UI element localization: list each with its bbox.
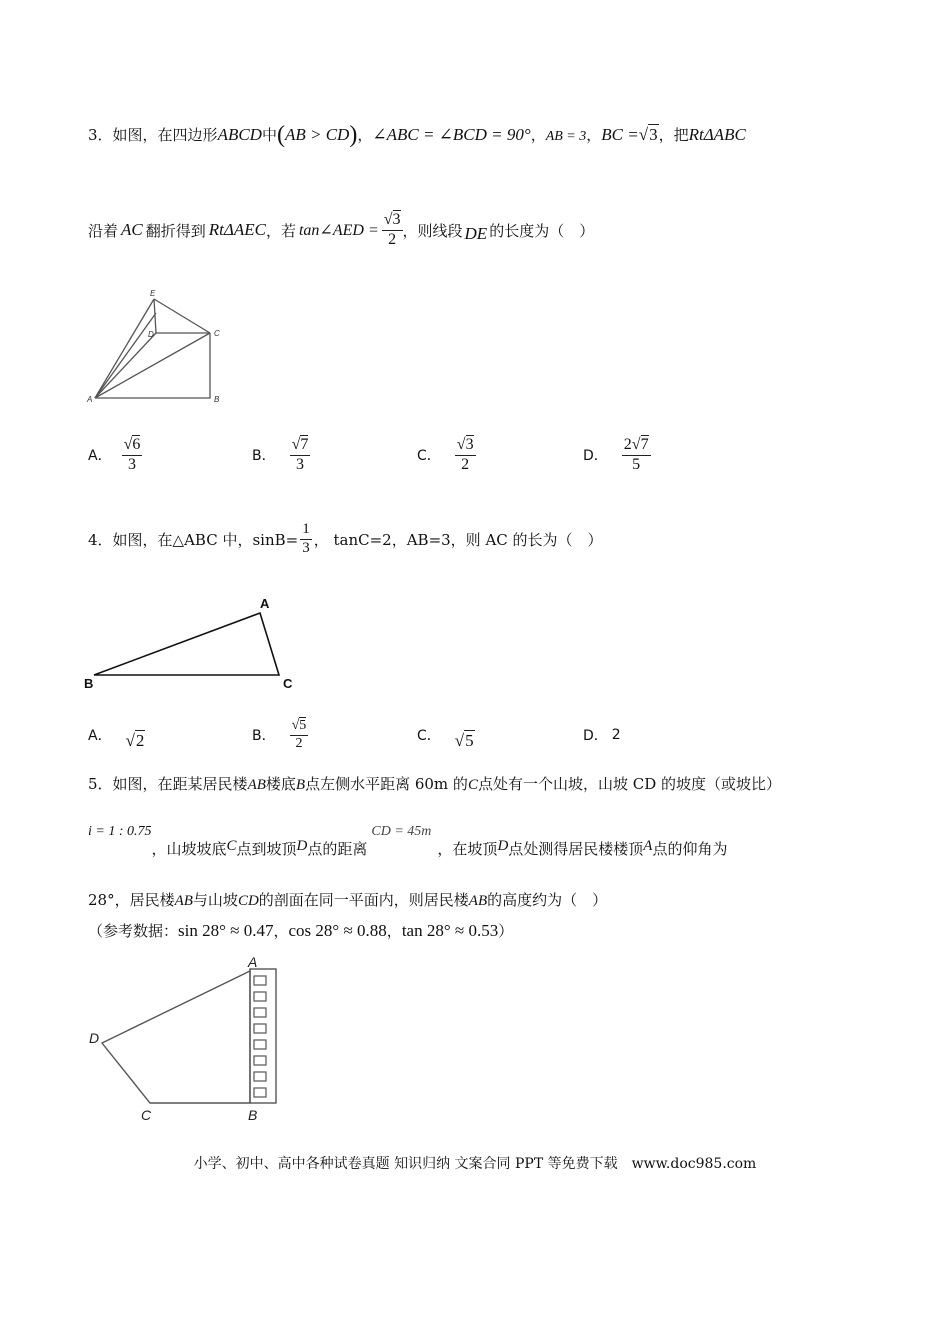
- option-denominator: 2: [295, 735, 303, 751]
- option-radicand: 6: [132, 436, 141, 454]
- option-value: 2: [611, 727, 621, 743]
- q3-text: 的长度为（ ）: [489, 221, 595, 240]
- option-denominator: 5: [632, 455, 641, 473]
- q3-tan-numerator: √3: [382, 211, 403, 230]
- q5-text: 的高度约为（ ）: [487, 891, 608, 909]
- q5-line1: [88, 773, 781, 794]
- option-denominator: 2: [461, 455, 470, 473]
- q5-a: A: [643, 838, 653, 854]
- q5-figure: [84, 955, 294, 1125]
- q3-fig-ec: [154, 299, 210, 333]
- option-label: B．: [252, 448, 276, 464]
- option-radicand: 7: [300, 436, 309, 454]
- q5-text: 点左侧水平距离 60m 的: [305, 775, 468, 793]
- q3-rt-aec: RtΔAEC: [208, 220, 266, 239]
- option-radicand: 3: [465, 436, 474, 454]
- q5-ab: AB: [174, 893, 193, 909]
- q3-label-a: A: [87, 395, 93, 404]
- q5-label-a: A: [248, 955, 258, 970]
- q3-text: ，: [530, 126, 546, 144]
- q5-text: （参考数据：: [88, 922, 179, 940]
- q5-b: B: [295, 777, 306, 793]
- q5-cd: CD: [237, 893, 259, 909]
- q3-tan-radicand: 3: [392, 211, 401, 229]
- q5-text: ，在坡顶: [437, 840, 498, 858]
- q3-fig-ae: [95, 299, 154, 398]
- q5-label-b: B: [248, 1107, 258, 1123]
- q4-number: 4．: [88, 530, 113, 549]
- q5-fig-profile: [102, 971, 250, 1103]
- q3-rt-abc: RtΔABC: [688, 125, 746, 144]
- option-radicand: 7: [640, 436, 649, 454]
- q5-text: 点到坡顶: [236, 840, 297, 858]
- q3-option-c-fraction: $\frac{√3}{2}$: [456, 436, 474, 473]
- q4-option-d[interactable]: [583, 710, 621, 760]
- q5-label-c: C: [141, 1107, 152, 1123]
- q5-cos28: cos 28° ≈ 0.88: [288, 921, 387, 940]
- q5-label-d: D: [89, 1030, 100, 1046]
- q3-text: ，若: [265, 221, 296, 240]
- q3-text: 中: [261, 126, 277, 144]
- footer-text: 小学、初中、高中各种试卷真题 知识归纳 文案合同 PPT 等免费下载 www.doc985.com: [193, 1156, 757, 1172]
- q3-text: ，: [357, 126, 373, 144]
- q5-fig-windows: [254, 976, 266, 1097]
- q3-number: 3．: [88, 126, 113, 144]
- q4-option-b[interactable]: [252, 710, 308, 760]
- q4-option-c[interactable]: [417, 710, 475, 760]
- q3-ac: AC: [121, 220, 143, 239]
- q3-option-b-fraction: $\frac{√7}{3}$: [291, 436, 309, 473]
- q4-option-c-sqrt: √5: [454, 731, 474, 750]
- option-label: C．: [417, 448, 441, 464]
- q5-text: 点的距离: [307, 840, 368, 858]
- q3-label-b: B: [214, 395, 220, 404]
- q3-line2: [88, 204, 594, 256]
- q3-option-d-fraction: $\frac{2√7}{5}$: [623, 436, 649, 473]
- q3-option-d[interactable]: [583, 428, 651, 482]
- q5-text: 与山坡: [192, 891, 238, 909]
- q3-fig-ad2: [95, 313, 156, 398]
- q5-line2: [88, 824, 727, 859]
- q5-text: 楼底: [265, 775, 296, 793]
- q5-number: 5．: [88, 775, 113, 793]
- option-label: B．: [252, 728, 276, 744]
- q5-text: 点处有一个山坡，山坡 CD 的坡度（或坡比）: [477, 775, 781, 793]
- q3-option-b[interactable]: [252, 428, 310, 482]
- q3-paren-close: ): [349, 122, 358, 148]
- option-denominator: 3: [127, 455, 136, 473]
- q4-frac-numerator: 1: [300, 521, 312, 539]
- q4-figure: [80, 592, 300, 692]
- q5-line3: [88, 889, 607, 910]
- q3-label-d: D: [148, 330, 154, 339]
- option-radicand: 2: [135, 731, 145, 750]
- q3-paren-open: (: [276, 122, 285, 148]
- q3-figure: [82, 285, 232, 410]
- q3-label-c: C: [214, 329, 220, 338]
- q3-text: 翻折得到: [145, 221, 206, 240]
- q4-option-a[interactable]: [88, 710, 145, 760]
- option-radicand: 5: [299, 718, 307, 734]
- option-label: C．: [417, 728, 441, 744]
- q3-math: ABCD: [217, 125, 262, 144]
- q3-option-a[interactable]: [88, 428, 142, 482]
- q4-frac-denominator: 3: [302, 539, 310, 556]
- q5-tan28: tan 28° ≈ 0.53: [401, 921, 499, 940]
- option-radicand: 5: [465, 731, 474, 750]
- q3-line1: [88, 122, 746, 149]
- option-label: D．: [583, 448, 608, 464]
- q5-c: C: [467, 777, 478, 793]
- q3-fig-ac: [95, 333, 210, 398]
- q4-line: [88, 512, 603, 566]
- q5-slope-ratio: i = 1 : 0.75: [88, 824, 152, 839]
- q4-text: 如图，在△ABC 中，sinB=: [112, 530, 299, 549]
- q3-text: ，则线段: [402, 221, 463, 240]
- q3-option-c[interactable]: [417, 428, 476, 482]
- q4-option-b-fraction: $\frac{√5}{2}$: [291, 718, 307, 751]
- q5-text: ，: [273, 922, 289, 940]
- q5-text: ，: [386, 922, 402, 940]
- q4-label-c: C: [283, 676, 293, 691]
- q5-ab: AB: [468, 893, 488, 909]
- q5-reference-data: [88, 920, 513, 941]
- q5-text: ，山坡坡底: [151, 840, 227, 858]
- q5-fig-building: [250, 969, 276, 1103]
- q3-tan-denominator: 2: [388, 230, 397, 248]
- option-coefficient: 2: [623, 436, 632, 454]
- q3-condition: AB > CD: [284, 125, 350, 144]
- q4-option-a-sqrt: √2: [125, 731, 145, 750]
- q5-cd-length: CD = 45m: [371, 824, 432, 839]
- q5-text: 的剖面在同一平面内，则居民楼: [258, 891, 469, 909]
- q4-label-b: B: [84, 676, 94, 691]
- q3-tan-fraction: [382, 211, 403, 249]
- q5-text: ）: [498, 922, 514, 940]
- q5-ab: AB: [247, 777, 266, 793]
- q5-c: C: [226, 838, 237, 854]
- q5-text: 点处测得居民楼楼顶: [508, 840, 644, 858]
- q4-triangle: [94, 613, 279, 675]
- q3-text: 如图，在四边形: [112, 126, 218, 144]
- q3-text: ，把: [658, 126, 689, 144]
- q3-option-a-fraction: $\frac{√6}{3}$: [123, 436, 141, 473]
- q5-sin28: sin 28° ≈ 0.47: [178, 921, 274, 940]
- option-label: A．: [88, 448, 112, 464]
- q3-fig-ad: [95, 333, 156, 398]
- q5-text: 点的仰角为: [652, 840, 728, 858]
- q3-text: 沿着: [88, 221, 119, 240]
- q3-angle-condition: ∠ABC = ∠BCD = 90°: [372, 125, 531, 144]
- q3-tan-aed: tan∠AED =: [298, 222, 379, 239]
- q3-de: DE: [464, 224, 488, 243]
- option-label: A．: [88, 728, 112, 744]
- option-label: D．: [583, 728, 608, 744]
- q5-d: D: [497, 838, 509, 854]
- q3-label-e: E: [150, 289, 156, 298]
- q5-text: 如图，在距某居民楼: [112, 775, 248, 793]
- q3-bc-radicand: 3: [649, 125, 658, 144]
- q5-d: D: [296, 838, 308, 854]
- q4-text: ， tanC=2，AB=3，则 AC 的长为（ ）: [313, 530, 603, 549]
- q3-ab-condition: AB = 3: [545, 129, 587, 144]
- q5-text: 28°，居民楼: [88, 891, 175, 909]
- q4-label-a: A: [260, 596, 270, 611]
- q3-text: ，: [586, 126, 602, 144]
- q4-sinb-fraction: [300, 521, 312, 557]
- option-denominator: 3: [296, 455, 304, 473]
- q3-bc-sqrt: √3: [638, 125, 658, 144]
- q3-bc-condition: BC =: [601, 125, 639, 144]
